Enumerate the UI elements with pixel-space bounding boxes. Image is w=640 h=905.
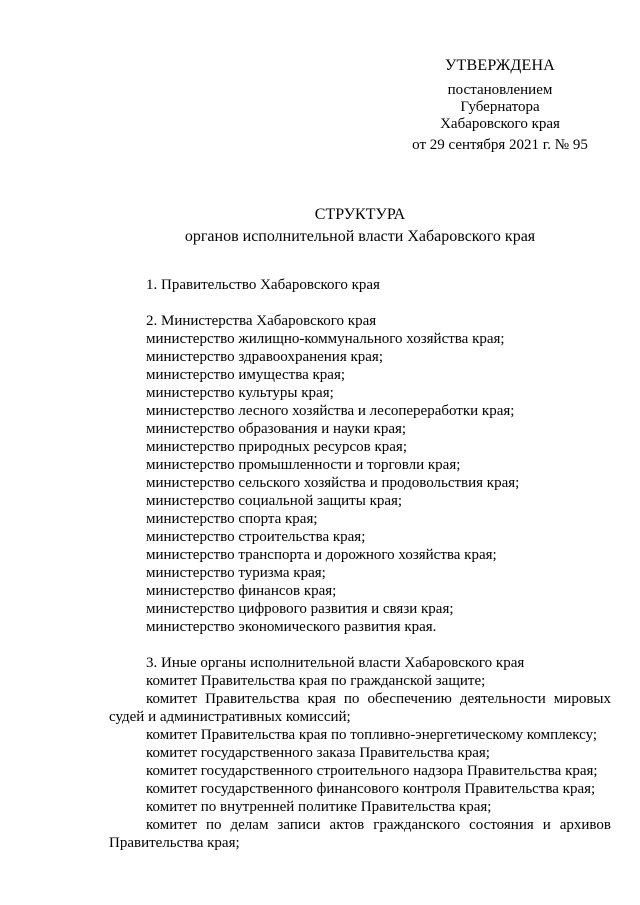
section-other-bodies xyxy=(109,654,611,852)
list-item: комитет Правительства края по обеспечению деятельности мировых судей и административных комиссий; xyxy=(109,691,611,725)
list-item: министерство транспорта и дорожного хозяйства края; xyxy=(146,547,497,563)
list-item: министерство социальной защиты края; xyxy=(146,493,403,509)
section-heading: 1. Правительство Хабаровского края xyxy=(146,277,380,293)
list-item: министерство имущества края; xyxy=(146,367,346,383)
list-item: комитет государственного финансового контроля Правительства края; xyxy=(146,781,596,797)
approval-line: Губернатора xyxy=(460,99,540,115)
list-item: министерство лесного хозяйства и лесопереработки края; xyxy=(146,403,515,419)
list-item: министерство природных ресурсов края; xyxy=(146,439,407,455)
list-item: министерство жилищно-коммунального хозяйства края; xyxy=(146,331,505,347)
list-item: комитет Правительства края по гражданской защите; xyxy=(146,673,486,689)
section-heading: 2. Министерства Хабаровского края xyxy=(146,313,377,329)
section-government xyxy=(109,276,611,294)
section-ministries xyxy=(109,312,611,636)
list-item: комитет Правительства края по топливно-энергетическому комплексу; xyxy=(146,727,598,743)
approval-date: от 29 сентября 2021 г. № 95 xyxy=(412,137,588,153)
list-item: комитет по внутренней политике Правительства края; xyxy=(146,799,492,815)
document-title: СТРУКТУРА xyxy=(314,206,406,223)
list-item: комитет по делам записи актов гражданского состояния и архивов Правительства края; xyxy=(109,817,611,851)
list-item: министерство сельского хозяйства и продовольствия края; xyxy=(146,475,520,491)
list-item: министерство спорта края; xyxy=(146,511,318,527)
list-item: министерство цифрового развития и связи края; xyxy=(146,601,454,617)
list-item: министерство здравоохранения края; xyxy=(146,349,383,365)
list-item: министерство промышленности и торговли края; xyxy=(146,457,461,473)
list-item: министерство культуры края; xyxy=(146,385,334,401)
list-item: комитет государственного строительного надзора Правительства края; xyxy=(146,763,598,779)
document-title-block xyxy=(110,204,610,248)
list-item: министерство финансов края; xyxy=(146,583,337,599)
document-subtitle: органов исполнительной власти Хабаровского края xyxy=(184,228,536,245)
list-item: министерство экономического развития края. xyxy=(146,619,437,635)
approval-line: постановлением xyxy=(447,82,553,98)
section-heading: 3. Иные органы исполнительной власти Хабаровского края xyxy=(146,655,525,671)
approval-line: Хабаровского края xyxy=(440,116,560,132)
list-item: комитет государственного заказа Правительства края; xyxy=(146,745,490,761)
approval-block xyxy=(390,56,610,154)
approval-stamp: УТВЕРЖДЕНА xyxy=(444,57,555,74)
list-item: министерство образования и науки края; xyxy=(146,421,407,437)
document-body xyxy=(109,276,611,870)
list-item: министерство туризма края; xyxy=(146,565,326,581)
list-item: министерство строительства края; xyxy=(146,529,366,545)
